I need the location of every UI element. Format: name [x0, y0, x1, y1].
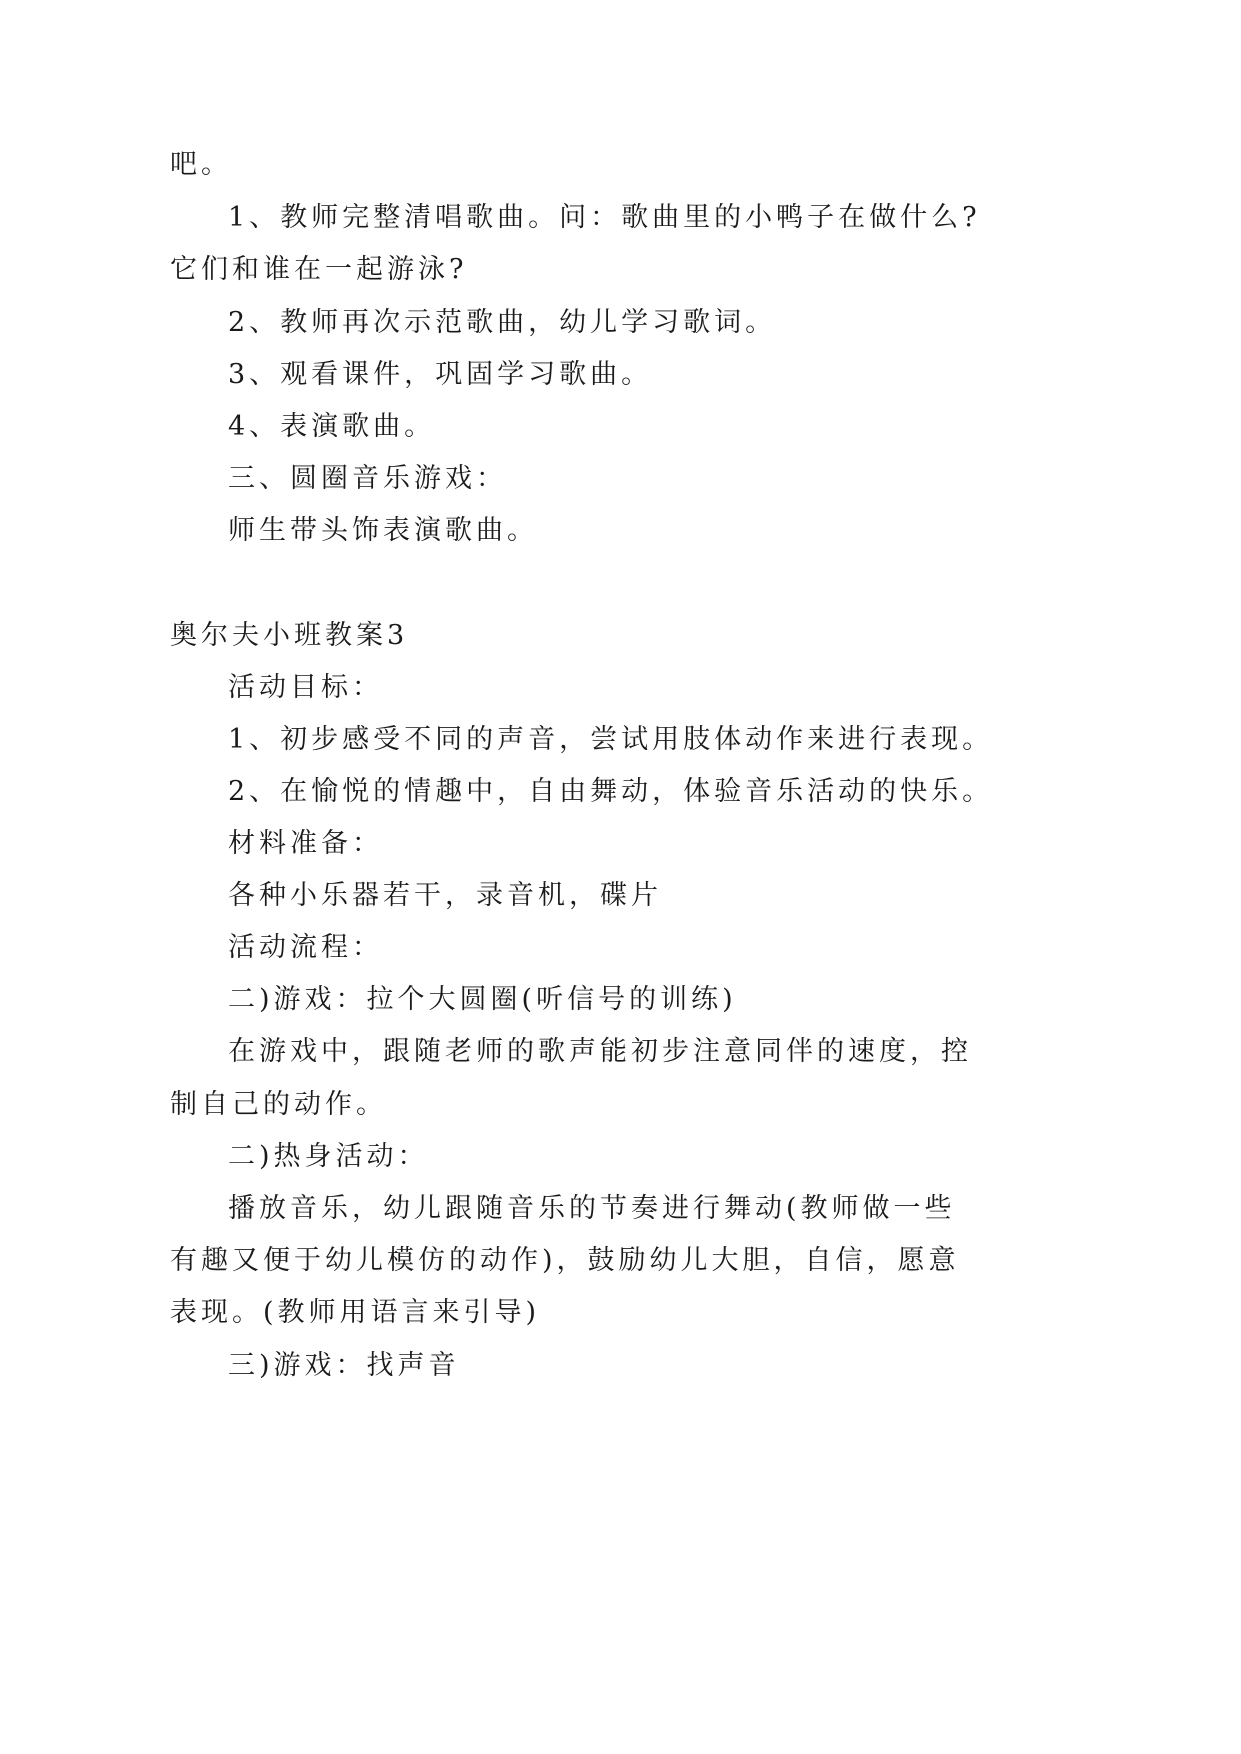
- text-line: 师生带头饰表演歌曲。: [228, 515, 538, 546]
- text-line: 1、教师完整清唱歌曲。问：歌曲里的小鸭子在做什么?: [228, 202, 981, 233]
- text-line: 2、教师再次示范歌曲，幼儿学习歌词。: [228, 307, 777, 338]
- text-line: 三、圆圈音乐游戏：: [228, 463, 507, 494]
- text-line: 1、初步感受不同的声音，尝试用肢体动作来进行表现。: [228, 724, 994, 755]
- section-heading: 奥尔夫小班教案3: [170, 620, 409, 651]
- text-line: 制自己的动作。: [170, 1089, 387, 1120]
- text-line: 3、观看课件，巩固学习歌曲。: [228, 359, 653, 390]
- text-line: 各种小乐器若干，录音机，碟片: [228, 880, 662, 911]
- text-line: 二)热身活动：: [228, 1141, 429, 1172]
- text-line: 有趣又便于幼儿模仿的动作)，鼓励幼儿大胆，自信，愿意: [170, 1245, 960, 1276]
- text-line: 活动目标：: [228, 672, 383, 703]
- text-line: 它们和谁在一起游泳?: [170, 254, 468, 285]
- text-line: 4、表演歌曲。: [228, 411, 436, 442]
- text-line: 在游戏中，跟随老师的歌声能初步注意同伴的速度，控: [228, 1036, 972, 1067]
- text-line: 吧。: [170, 149, 232, 180]
- text-line: 表现。(教师用语言来引导): [170, 1297, 541, 1328]
- text-line: 活动流程：: [228, 932, 383, 963]
- text-line: 材料准备：: [228, 828, 383, 859]
- text-line: 播放音乐，幼儿跟随音乐的节奏进行舞动(教师做一些: [228, 1193, 956, 1224]
- text-line: 2、在愉悦的情趣中，自由舞动，体验音乐活动的快乐。: [228, 776, 994, 807]
- text-line: 二)游戏：拉个大圆圈(听信号的训练): [228, 984, 737, 1015]
- text-line: 三)游戏：找声音: [228, 1350, 460, 1381]
